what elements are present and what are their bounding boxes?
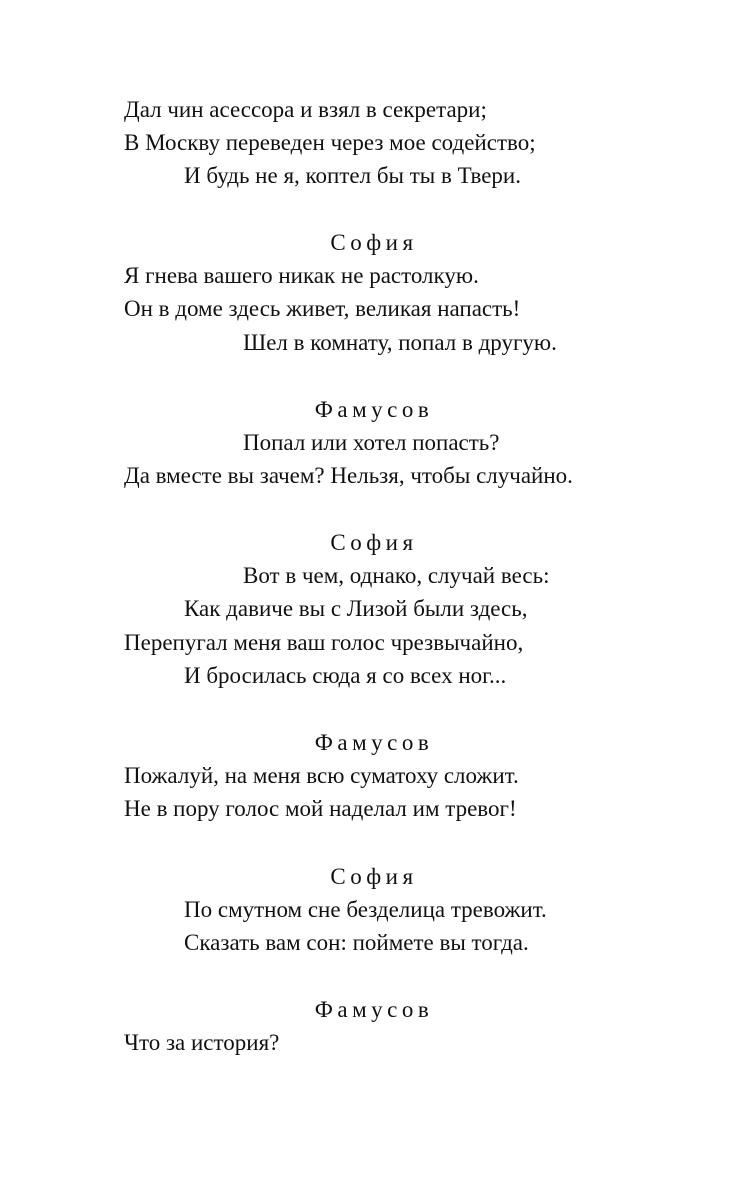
verse-line: Он в доме здесь живет, великая напасть! — [124, 296, 521, 321]
verse-line: В Москву переведен через мое содейство; — [124, 130, 536, 155]
verse-line: Дал чин асессора и взял в секретари; — [124, 97, 487, 122]
verse-line: И будь не я, коптел бы ты в Твери. — [184, 163, 521, 188]
verse-line: Не в пору голос мой наделал им тревог! — [124, 796, 517, 821]
speaker-name: София — [330, 530, 418, 555]
speaker-name: София — [330, 864, 418, 889]
verse-line: И бросилась сюда я со всех ног... — [184, 663, 507, 688]
verse-line: Как давиче вы с Лизой были здесь, — [184, 596, 528, 621]
verse-line: Вот в чем, однако, случай весь: — [243, 563, 550, 588]
verse-line: Шел в комнату, попал в другую. — [243, 330, 557, 355]
verse-line: Пожалуй, на меня всю суматоху сложит. — [124, 763, 519, 788]
verse-line: Сказать вам сон: поймете вы тогда. — [184, 930, 529, 955]
speaker-name: София — [330, 230, 418, 255]
verse-line: Что за история? — [124, 1030, 280, 1055]
verse-line: Перепугал меня ваш голос чрезвычайно, — [124, 630, 524, 655]
verse-line: По смутном сне безделица тревожит. — [184, 897, 547, 922]
speaker-name: Фамусов — [314, 397, 434, 422]
speaker-name: Фамусов — [314, 730, 434, 755]
verse-line: Я гнева вашего никак не растолкую. — [124, 263, 479, 288]
speaker-name: Фамусов — [314, 997, 434, 1022]
verse-line: Попал или хотел попасть? — [243, 430, 500, 455]
verse-line: Да вместе вы зачем? Нельзя, чтобы случайно. — [124, 463, 573, 488]
